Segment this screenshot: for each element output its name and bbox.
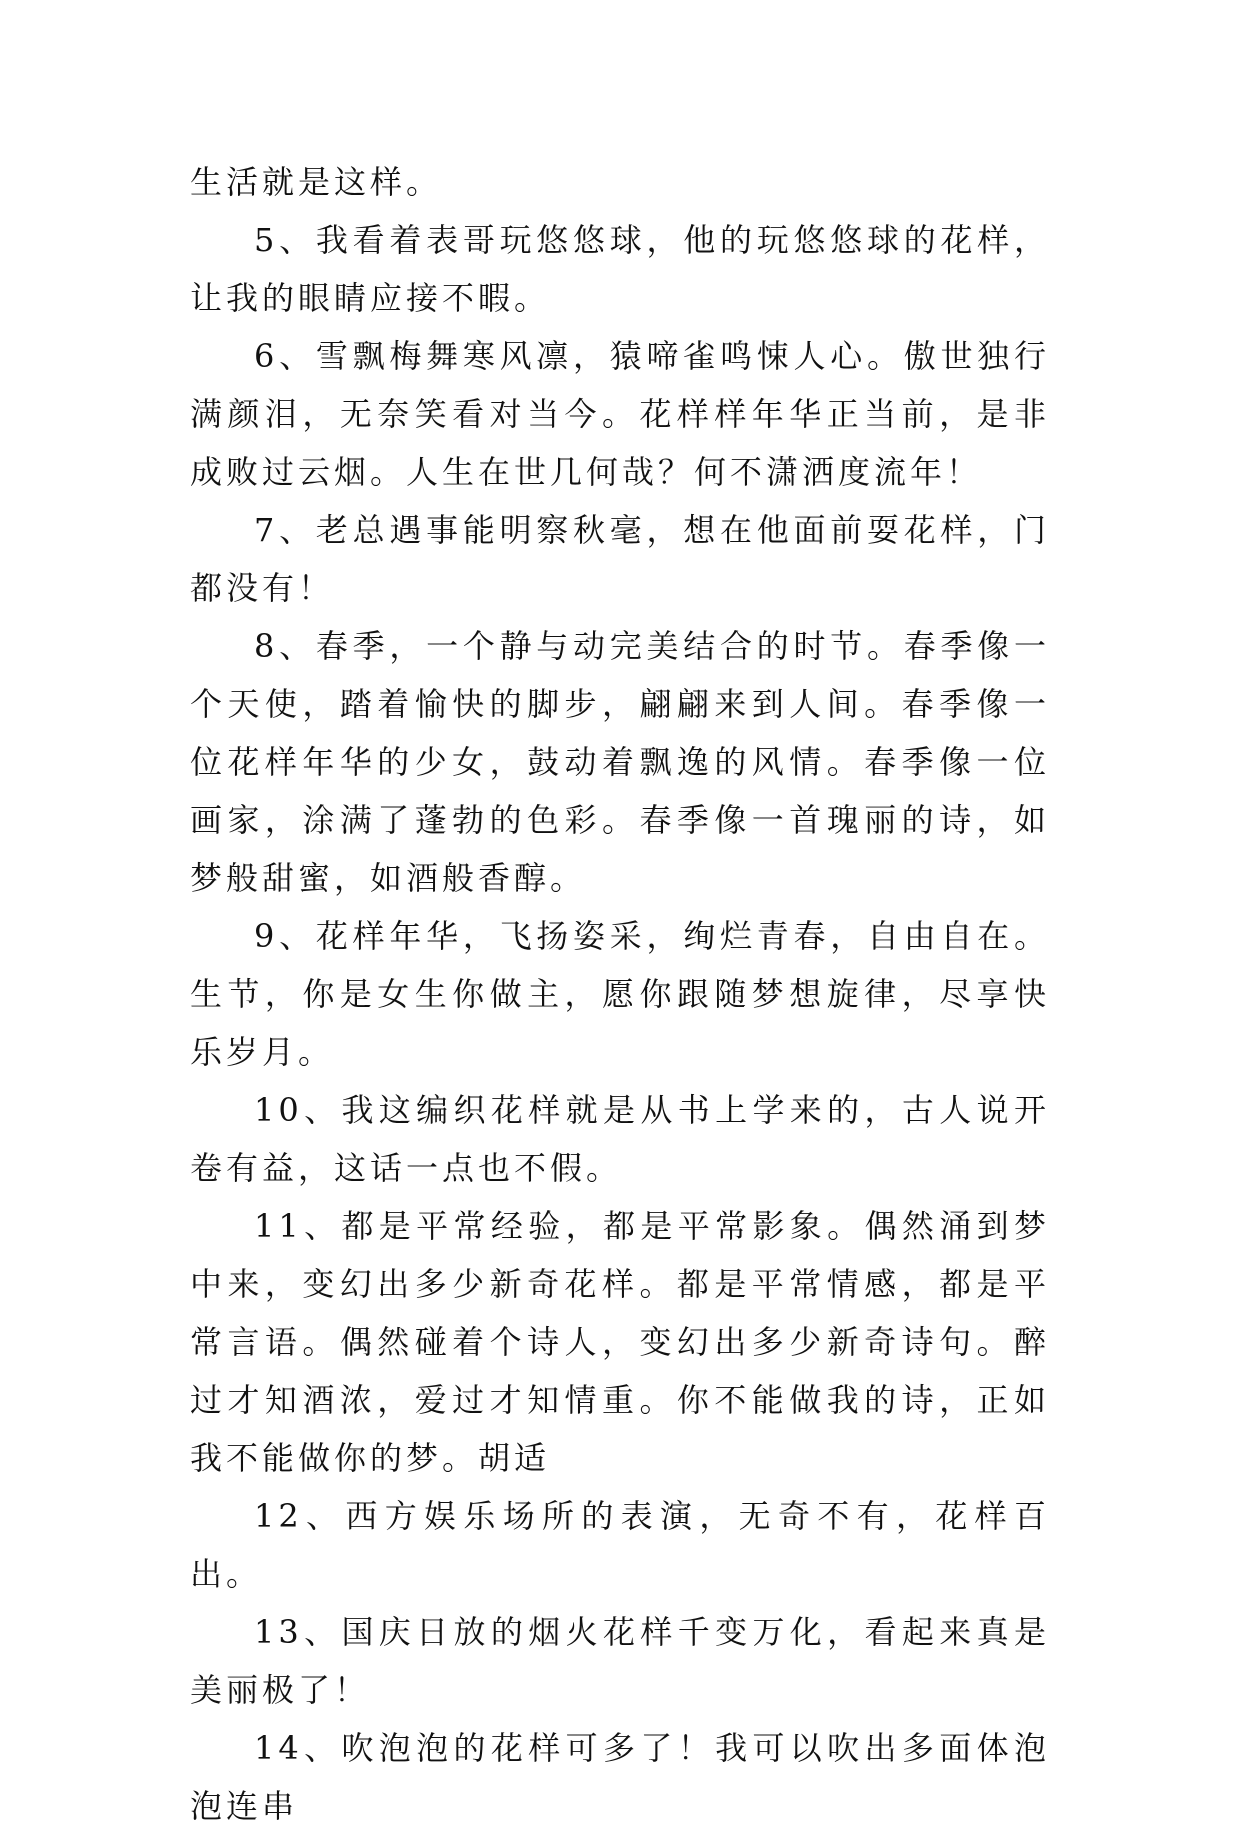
paragraph-item-12: 12、西方娱乐场所的表演，无奇不有，花样百出。: [190, 1497, 1050, 1593]
document-body: [190, 153, 1050, 1835]
paragraph-item-6: 6、雪飘梅舞寒风凛，猿啼雀鸣悚人心。傲世独行满颜泪，无奈笑看对当今。花样样年华正当前，是非成败过云烟。人生在世几何哉？何不潇洒度流年！: [190, 337, 1050, 491]
paragraph-item-14: 14、吹泡泡的花样可多了！我可以吹出多面体泡泡连串: [190, 1729, 1050, 1825]
paragraph-item-11: 11、都是平常经验，都是平常影象。偶然涌到梦中来，变幻出多少新奇花样。都是平常情感，都是平常言语。偶然碰着个诗人，变幻出多少新奇诗句。醉过才知酒浓，爱过才知情重。你不能做我的诗，正如我不能做你的梦。胡适: [190, 1207, 1050, 1477]
paragraph-item-8: 8、春季，一个静与动完美结合的时节。春季像一个天使，踏着愉快的脚步，翩翩来到人间。春季像一位花样年华的少女，鼓动着飘逸的风情。春季像一位画家，涂满了蓬勃的色彩。春季像一首瑰丽的诗，如梦般甜蜜，如酒般香醇。: [190, 627, 1050, 897]
paragraph-continuation: 生活就是这样。: [190, 163, 443, 201]
paragraph-item-7: 7、老总遇事能明察秋毫，想在他面前耍花样，门都没有！: [190, 511, 1050, 607]
paragraph-item-13: 13、国庆日放的烟火花样千变万化，看起来真是美丽极了！: [190, 1613, 1050, 1709]
paragraph-item-9: 9、花样年华，飞扬姿采，绚烂青春，自由自在。生节，你是女生你做主，愿你跟随梦想旋律，尽享快乐岁月。: [190, 917, 1050, 1071]
paragraph-item-5: 5、我看着表哥玩悠悠球，他的玩悠悠球的花样，让我的眼睛应接不暇。: [190, 221, 1050, 317]
paragraph-item-10: 10、我这编织花样就是从书上学来的，古人说开卷有益，这话一点也不假。: [190, 1091, 1050, 1187]
